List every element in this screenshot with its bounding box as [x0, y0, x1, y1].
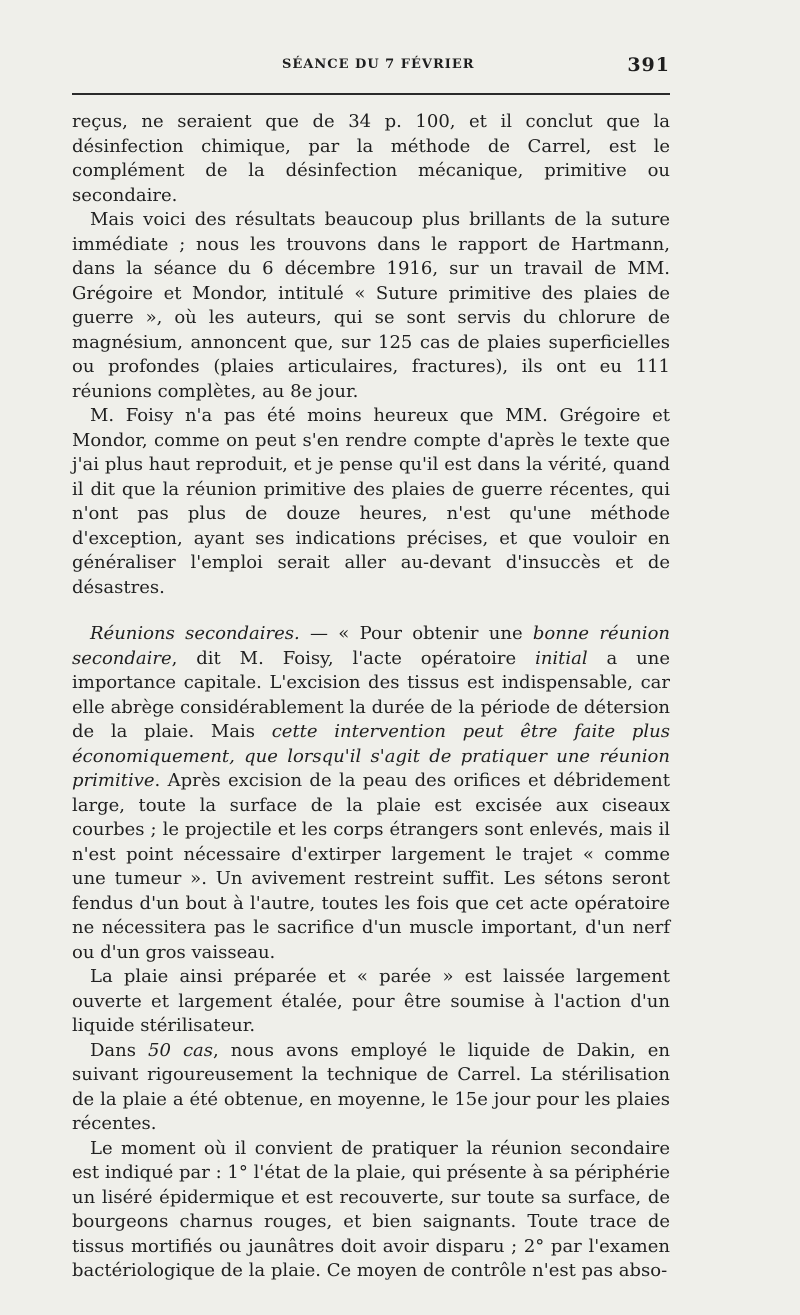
italic-run: 50 cas [148, 1039, 214, 1061]
paragraph-4 [72, 622, 670, 965]
paragraph-3: M. Foisy n'a pas été moins heureux que MM. Grégoire et Mondor, comme on peut s'en rendre compte d'après le texte que j'ai plus haut reproduit, et je pense qu'il est dans la vérité, quand il dit que la réunion primitive des plaies de guerre récentes, qui n'ont pas plus de douze heures, n'est qu'une méthode d'exception, ayant ses indications précises, et que vouloir en généraliser l'emploi serait aller au-devant d'insuccès et de désastres. [72, 405, 670, 598]
text-run: — « Pour obtenir une [299, 623, 533, 644]
italic-run: cette intervention peut être faite plus économiquement, que lorsqu'il s'agit de pratiquer une réunion primitive [72, 721, 670, 791]
paragraph-7: Le moment où il convient de pratiquer la réunion secondaire est indiqué par : 1° l'état de la plaie, qui présente à sa périphérie un liséré épidermique et est recouverte, sur toute sa surface, de bourgeons charnus rouges, et bien saignants. Toute trace de tissus mortifiés ou jaunâtres doit avoir disparu ; 2° par l'examen bactériologique de la plaie. Ce moyen de contrôle n'est pas abso- [72, 1137, 670, 1281]
section-gap [72, 600, 670, 622]
header-rule [72, 93, 670, 95]
text-run: a une importance capitale. L'excision des tissus est indispensable, car elle abrège considérablement la durée de la période de détersion de la plaie. Mais [72, 647, 671, 742]
paragraph-1: reçus, ne seraient que de 34 p. 100, et il conclut que la désinfection chimique, par la méthode de Carrel, est le complément de la désinfection mécanique, primitive ou secondaire. [72, 111, 670, 206]
page-number: 391 [627, 54, 670, 76]
italic-run: bonne réunion secondaire [72, 623, 670, 669]
running-title: SÉANCE DU 7 FÉVRIER [282, 57, 475, 72]
italic-run: initial [535, 647, 588, 669]
text-run: Dans [90, 1039, 149, 1061]
text-run: . Après excision de la peau des orifices et débridement large, toute la surface de la plaie est excisée aux ciseaux courbes ; le projectile et les corps étrangers sont enlevés, mais il n'est point nécessaire d'extirper largement le trajet « comme une tumeur ». Un avivement restreint suffit. Les sétons seront fendus d'un bout à l'autre, toutes les fois que cet acte opératoire ne nécessitera pas le sacrifice d'un muscle important, d'un nerf ou d'un gros vaisseau. [72, 770, 670, 963]
section-heading: Réunions secondaires. [90, 623, 300, 644]
text-run: , nous avons employé le liquide de Dakin, en suivant rigoureusement la technique de Carrel. La stérilisation de la plaie a été obtenue, en moyenne, le 15e jour pour les plaies récentes. [72, 1039, 670, 1134]
text-run: , dit M. Foisy, l'acte opératoire [171, 647, 536, 669]
running-head [72, 54, 670, 76]
paragraph-2: Mais voici des résultats beaucoup plus brillants de la suture immédiate ; nous les trouvons dans le rapport de Hartmann, dans la séance du 6 décembre 1916, sur un travail de MM. Grégoire et Mondor, intitulé « Suture primitive des plaies de guerre », où les auteurs, qui se sont servis du chlorure de magnésium, annoncent que, sur 125 cas de plaies superficielles ou profondes (plaies articulaires, fractures), ils ont eu 111 réunions complètes, au 8e jour. [72, 209, 670, 402]
paragraph-5: La plaie ainsi préparée et « parée » est laissée largement ouverte et largement étalée, pour être soumise à l'action d'un liquide stérilisateur. [72, 966, 670, 1036]
body-text [72, 110, 670, 1284]
paragraph-6 [72, 1039, 670, 1137]
